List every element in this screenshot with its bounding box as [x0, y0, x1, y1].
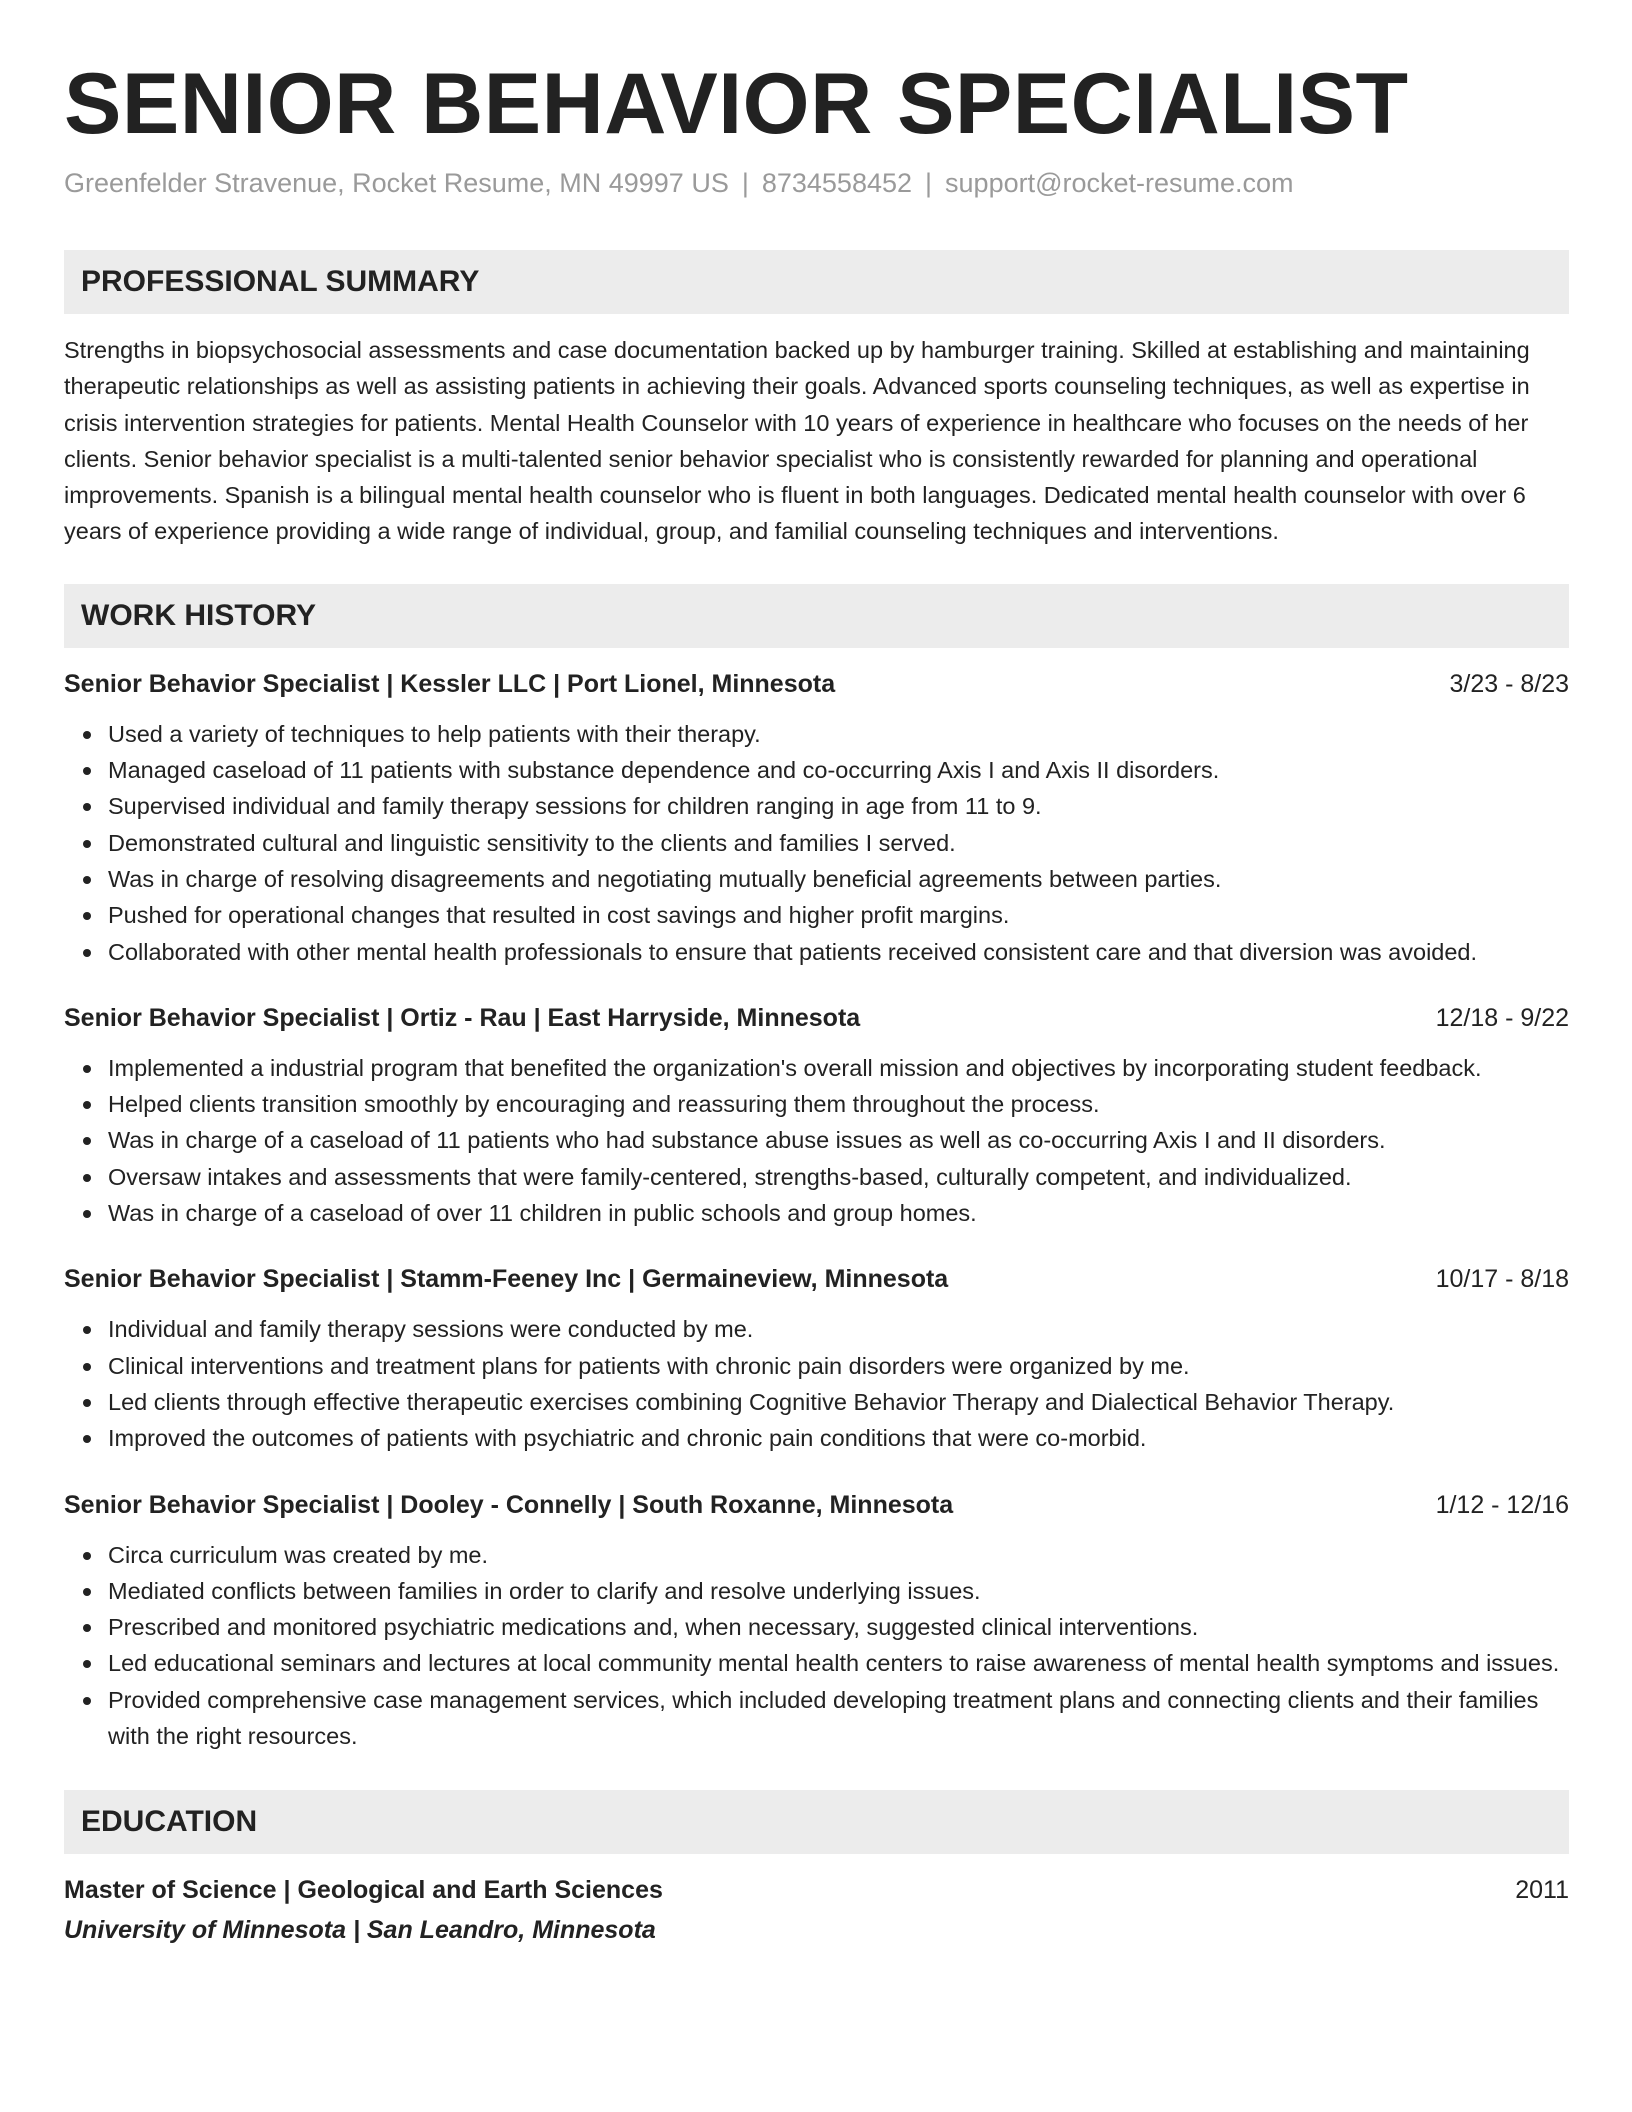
summary-paragraph: Strengths in biopsychosocial assessments and case documentation backed up by hamburger training. Skilled at establishing and maintaining therapeutic relationships as well as assisting patients in achieving their goals. Advanced sports counseling techniques, as well as expertise in crisis intervention strategies for patients. Mental Health Counselor with 10 years of experience in healthcare who focuses on the needs of her clients. Senior behavior specialist is a multi-talented senior behavior specialist who is consistently rewarded for planning and operational improvements. Spanish is a bilingual mental health counselor who is fluent in both languages. Dedicated mental health counselor with over 6 years of experience providing a wide range of individual, group, and familial counseling techniques and interventions.	[64, 337, 1530, 545]
job-bullet: Circa curriculum was created by me.	[108, 1537, 1569, 1573]
contact-separator: |	[925, 168, 933, 198]
section-heading-summary: PROFESSIONAL SUMMARY	[64, 250, 1569, 314]
job-bullet: Supervised individual and family therapy sessions for children ranging in age from 11 to 9.	[108, 788, 1569, 824]
job-header	[64, 1000, 1569, 1036]
resume-name-title: SENIOR BEHAVIOR SPECIALIST	[64, 56, 1409, 152]
job-header	[64, 666, 1569, 702]
job-bullet: Used a variety of techniques to help patients with their therapy.	[108, 716, 1569, 752]
job-bullet: Was in charge of a caseload of over 11 children in public schools and group homes.	[108, 1195, 1569, 1231]
job-entry	[64, 666, 1569, 970]
education-degree: Master of Science | Geological and Earth Sciences	[64, 1876, 663, 1905]
section-heading-work-history: WORK HISTORY	[64, 584, 1569, 648]
education-school: University of Minnesota | San Leandro, Minnesota	[64, 1916, 656, 1945]
job-bullet: Led clients through effective therapeutic exercises combining Cognitive Behavior Therapy and Dialectical Behavior Therapy.	[108, 1384, 1569, 1420]
contact-address: Greenfelder Stravenue, Rocket Resume, MN 49997 US	[64, 168, 729, 198]
contact-separator: |	[741, 168, 749, 198]
job-bullet-list	[64, 1537, 1569, 1755]
job-bullet: Clinical interventions and treatment plans for patients with chronic pain disorders were organized by me.	[108, 1348, 1569, 1384]
job-bullet-list	[64, 1311, 1569, 1456]
job-title: Senior Behavior Specialist | Dooley - Connelly | South Roxanne, Minnesota	[64, 1490, 954, 1519]
job-title: Senior Behavior Specialist | Stamm-Feeney Inc | Germaineview, Minnesota	[64, 1265, 949, 1294]
job-bullet: Helped clients transition smoothly by encouraging and reassuring them throughout the process.	[108, 1086, 1569, 1122]
job-header	[64, 1487, 1569, 1523]
job-bullet: Improved the outcomes of patients with psychiatric and chronic pain conditions that were co-morbid.	[108, 1420, 1569, 1456]
job-bullet: Collaborated with other mental health professionals to ensure that patients received consistent care and that diversion was avoided.	[108, 934, 1569, 970]
job-title: Senior Behavior Specialist | Ortiz - Rau | East Harryside, Minnesota	[64, 1003, 861, 1032]
job-header	[64, 1261, 1569, 1297]
section-heading-education: EDUCATION	[64, 1790, 1569, 1854]
job-bullet: Pushed for operational changes that resulted in cost savings and higher profit margins.	[108, 897, 1569, 933]
job-bullet: Was in charge of a caseload of 11 patients who had substance abuse issues as well as co-occurring Axis I and II disorders.	[108, 1122, 1569, 1158]
job-title: Senior Behavior Specialist | Kessler LLC | Port Lionel, Minnesota	[64, 669, 836, 698]
job-bullet: Mediated conflicts between families in order to clarify and resolve underlying issues.	[108, 1573, 1569, 1609]
contact-email: support@rocket-resume.com	[945, 168, 1294, 198]
job-bullet: Managed caseload of 11 patients with substance dependence and co-occurring Axis I and Axis II disorders.	[108, 752, 1569, 788]
job-entry	[64, 1487, 1569, 1755]
contact-phone: 8734558452	[761, 168, 913, 198]
job-dates: 12/18 - 9/22	[1435, 1003, 1569, 1032]
job-bullet-list	[64, 716, 1569, 970]
job-bullet: Individual and family therapy sessions were conducted by me.	[108, 1311, 1569, 1347]
job-dates: 10/17 - 8/18	[1435, 1265, 1569, 1294]
job-bullet: Led educational seminars and lectures at local community mental health centers to raise awareness of mental health symptoms and issues.	[108, 1645, 1569, 1681]
job-bullet: Provided comprehensive case management services, which included developing treatment plans and connecting clients and their families with the right resources.	[108, 1682, 1569, 1755]
job-bullet: Was in charge of resolving disagreements and negotiating mutually beneficial agreements between parties.	[108, 861, 1569, 897]
job-bullet: Implemented a industrial program that benefited the organization's overall mission and objectives by incorporating student feedback.	[108, 1050, 1569, 1086]
contact-line	[64, 166, 1569, 200]
education-header	[64, 1872, 1569, 1908]
job-entry	[64, 1261, 1569, 1456]
job-bullet: Prescribed and monitored psychiatric medications and, when necessary, suggested clinical interventions.	[108, 1609, 1569, 1645]
job-bullet-list	[64, 1050, 1569, 1231]
job-bullet: Demonstrated cultural and linguistic sensitivity to the clients and families I served.	[108, 825, 1569, 861]
job-dates: 3/23 - 8/23	[1449, 669, 1569, 698]
job-bullet: Oversaw intakes and assessments that were family-centered, strengths-based, culturally competent, and individualized.	[108, 1159, 1569, 1195]
job-dates: 1/12 - 12/16	[1435, 1490, 1569, 1519]
job-entry	[64, 1000, 1569, 1231]
education-year: 2011	[1515, 1876, 1569, 1905]
